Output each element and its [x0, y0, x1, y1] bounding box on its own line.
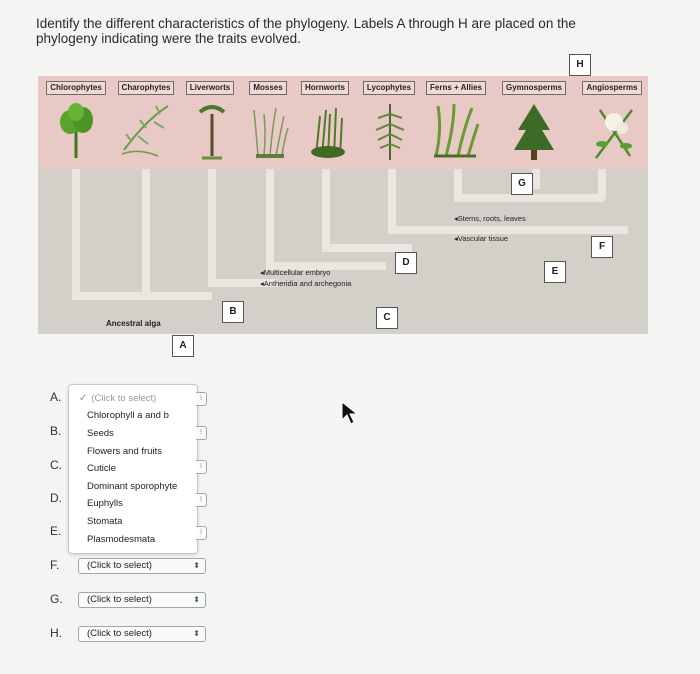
branch-root: [72, 292, 212, 300]
mouse-cursor-icon: [340, 400, 360, 426]
group-label-liverworts: Liverworts: [182, 81, 238, 95]
marker-b: B: [222, 301, 244, 323]
gymnosperm-tree-icon: [512, 100, 556, 162]
dropdown-option[interactable]: Seeds: [87, 428, 114, 439]
select-f[interactable]: (Click to select) ⬍: [78, 558, 206, 574]
hornwort-plant-icon: [308, 100, 348, 160]
dropdown-option-placeholder[interactable]: ✓ (Click to select): [79, 393, 157, 404]
select-stub-b[interactable]: ⁝: [196, 426, 207, 440]
select-stub-e[interactable]: ⁝: [196, 526, 207, 540]
answer-letter-e: E.: [50, 524, 62, 538]
select-g[interactable]: (Click to select) ⬍: [78, 592, 206, 608]
dropdown-option[interactable]: Cuticle: [87, 463, 117, 474]
branch-lycophytes: [388, 169, 396, 233]
dropdown-option[interactable]: Flowers and fruits: [87, 446, 162, 457]
select-stub-c[interactable]: ⁝: [196, 460, 207, 474]
marker-g: G: [511, 173, 533, 195]
marker-h: H: [569, 54, 591, 76]
answer-letter-g: G.: [50, 592, 63, 606]
group-label-chlorophytes: Chlorophytes: [42, 81, 110, 95]
dropdown-option[interactable]: Euphylls: [87, 498, 123, 509]
dropdown-option[interactable]: Stomata: [87, 516, 123, 527]
branch-hornworts: [322, 169, 330, 249]
fern-plant-icon: [430, 100, 480, 160]
trait-multicellular-embryo: ◂Multicellular embryo: [260, 268, 331, 277]
moss-plant-icon: [250, 100, 290, 160]
branch-angiosperms: [598, 169, 606, 199]
marker-a: A: [172, 335, 194, 357]
ancestral-alga-label: Ancestral alga: [106, 319, 161, 328]
dropdown-option[interactable]: Plasmodesmata: [87, 534, 156, 545]
chlorophyte-plant-icon: [56, 100, 96, 160]
dropdown-option[interactable]: Chlorophyll a and b: [87, 410, 169, 421]
marker-e: E: [544, 261, 566, 283]
branch-mosses: [266, 169, 274, 269]
branch-vascular-join: [388, 226, 628, 234]
branch-fern-join: [454, 194, 604, 202]
answer-letter-c: C.: [50, 458, 62, 472]
trait-antheridia: ◂Antheridia and archegonia: [260, 279, 352, 288]
branch-liverworts: [208, 169, 216, 286]
updown-arrow-icon: ⬍: [193, 629, 200, 638]
group-label-gymnosperms: Gymnosperms: [496, 81, 572, 95]
trait-vascular-tissue: ◂Vascular tissue: [454, 234, 509, 243]
group-label-angiosperms: Angiosperms: [578, 81, 646, 95]
answer-letter-a: A.: [50, 390, 62, 404]
group-label-hornworts: Hornworts: [294, 81, 356, 95]
dropdown-list-open[interactable]: [68, 384, 198, 554]
answer-letter-f: F.: [50, 558, 60, 572]
branch-gymnosperms: [532, 169, 540, 189]
checkmark-icon: ✓: [79, 393, 88, 404]
answer-letter-b: B.: [50, 424, 62, 438]
marker-c: C: [376, 307, 398, 329]
updown-arrow-icon: ⬍: [193, 595, 200, 604]
question-text: Identify the different characteristics of the phylogeny. Labels A through H are placed on the phylogeny indicating were the traits evolved.: [36, 16, 576, 46]
marker-f: F: [591, 236, 613, 258]
liverwort-plant-icon: [194, 100, 230, 160]
group-label-lycophytes: Lycophytes: [360, 81, 418, 95]
answer-letter-d: D.: [50, 491, 62, 505]
answer-letter-h: H.: [50, 626, 62, 640]
select-stub-a[interactable]: ⁝: [196, 392, 207, 406]
marker-d: D: [395, 252, 417, 274]
branch-chlorophytes: [72, 169, 80, 299]
group-label-ferns: Ferns + Allies: [424, 81, 488, 95]
select-stub-d[interactable]: ⁝: [196, 493, 207, 507]
group-label-charophytes: Charophytes: [112, 81, 180, 95]
select-h[interactable]: (Click to select) ⬍: [78, 626, 206, 642]
branch-charophytes: [142, 169, 150, 293]
dropdown-option[interactable]: Dominant sporophyte: [87, 481, 178, 492]
angiosperm-flower-icon: [590, 100, 638, 162]
lycophyte-plant-icon: [370, 100, 410, 162]
trait-stems-roots-leaves: ◂Stems, roots, leaves: [454, 214, 526, 223]
phylogeny-figure: [38, 59, 648, 351]
updown-arrow-icon: ⬍: [193, 561, 200, 570]
group-label-mosses: Mosses: [244, 81, 292, 95]
charophyte-plant-icon: [118, 100, 174, 160]
branch-hornwort-join: [322, 244, 412, 252]
